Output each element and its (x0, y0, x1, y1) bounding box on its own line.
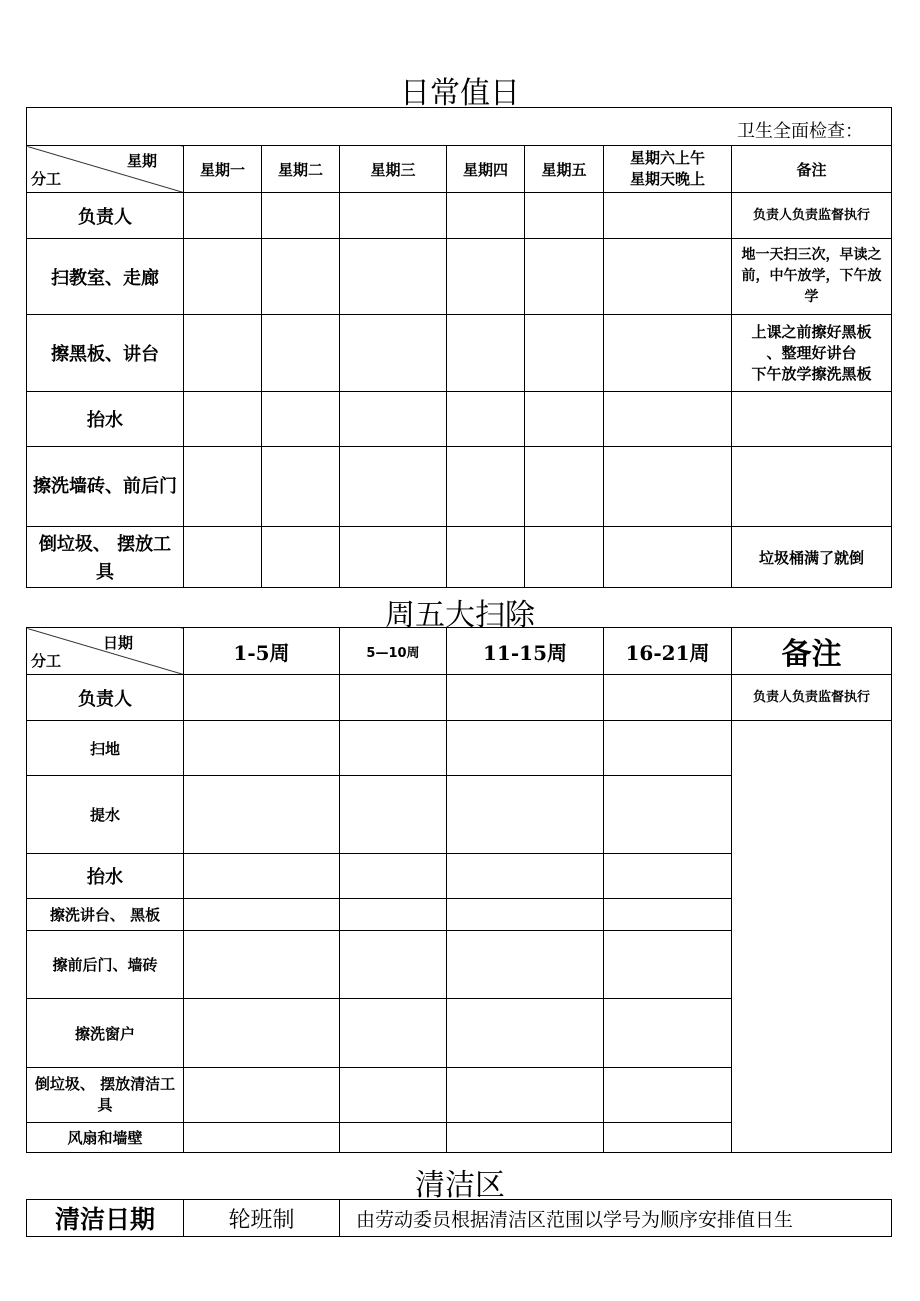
friday-title: 周五大扫除 (385, 598, 535, 633)
day-friday: 星期五 (525, 146, 604, 193)
table-row (27, 315, 892, 392)
note-cell: 垃圾桶满了就倒 (732, 527, 892, 588)
daily-duty-table (26, 107, 892, 588)
weekend-line1: 星期六上午 (629, 149, 705, 167)
note-cell (732, 315, 892, 392)
day-weekend (604, 146, 732, 193)
note-cell: 负责人负责监督执行 (732, 193, 892, 239)
note-cell: 地一天扫三次，早读之前，中午放学，下午放学 (732, 239, 892, 315)
day-wednesday: 星期三 (340, 146, 447, 193)
task-cell: 负责人 (27, 193, 184, 239)
table-row (27, 675, 892, 721)
note-cell: 负责人负责监督执行 (732, 675, 892, 721)
header-date-label: 日期 (102, 634, 133, 652)
friday-cleaning-table (26, 627, 892, 1153)
daily-title: 日常值日 (400, 76, 520, 111)
task-cell: 擦洗窗户 (27, 999, 184, 1068)
task-cell: 倒垃圾、 摆放工具 (27, 527, 184, 588)
note-line: 、整理好讲台 (766, 343, 857, 362)
task-cell: 抬水 (27, 854, 184, 899)
task-cell: 擦洗讲台、 黑板 (27, 899, 184, 931)
day-thursday: 星期四 (447, 146, 525, 193)
clean-area-description: 由劳动委员根据清洁区范围以学号为顺序安排值日生 (340, 1200, 892, 1237)
header-diagonal-cell (27, 146, 184, 193)
period-5-10: 5—10周 (340, 628, 447, 675)
task-cell: 扫教室、走廊 (27, 239, 184, 315)
task-cell: 抬水 (27, 392, 184, 447)
note-line: 下午放学擦洗黑板 (751, 364, 872, 383)
table-row (27, 193, 892, 239)
task-cell: 负责人 (27, 675, 184, 721)
clean-date-label: 清洁日期 (27, 1200, 184, 1237)
task-cell: 倒垃圾、 摆放清洁工具 (27, 1068, 184, 1123)
clean-area-title: 清洁区 (415, 1168, 505, 1203)
period-11-15: 11-15周 (447, 628, 604, 675)
task-cell: 提水 (27, 776, 184, 854)
period-1-5: 1-5周 (184, 628, 340, 675)
note-line: 上课之前擦好黑板 (751, 322, 872, 341)
table-row (27, 239, 892, 315)
day-monday: 星期一 (184, 146, 262, 193)
day-tuesday: 星期二 (262, 146, 340, 193)
inspection-label: 卫生全面检查： (27, 108, 892, 146)
table-row (27, 527, 892, 588)
task-cell: 风扇和墙壁 (27, 1123, 184, 1153)
remark-header: 备注 (732, 146, 892, 193)
task-cell: 擦前后门、墙砖 (27, 931, 184, 999)
note-cell (732, 447, 892, 527)
header-weekday-label: 星期 (126, 152, 157, 170)
task-cell: 擦黑板、讲台 (27, 315, 184, 392)
header-division-label: 分工 (31, 652, 62, 670)
header-diagonal-cell (27, 628, 184, 675)
remark-header: 备注 (732, 628, 892, 675)
weekend-line2: 星期天晚上 (629, 170, 705, 188)
task-cell: 擦洗墙砖、前后门 (27, 447, 184, 527)
remark-merged-cell (732, 721, 892, 1153)
note-cell (732, 392, 892, 447)
clean-area-table (26, 1199, 892, 1237)
period-16-21: 16-21周 (604, 628, 732, 675)
task-cell: 扫地 (27, 721, 184, 776)
table-row (27, 447, 892, 527)
header-division-label: 分工 (31, 170, 62, 188)
rotation-label: 轮班制 (184, 1200, 340, 1237)
table-row (27, 721, 892, 776)
table-row (27, 392, 892, 447)
